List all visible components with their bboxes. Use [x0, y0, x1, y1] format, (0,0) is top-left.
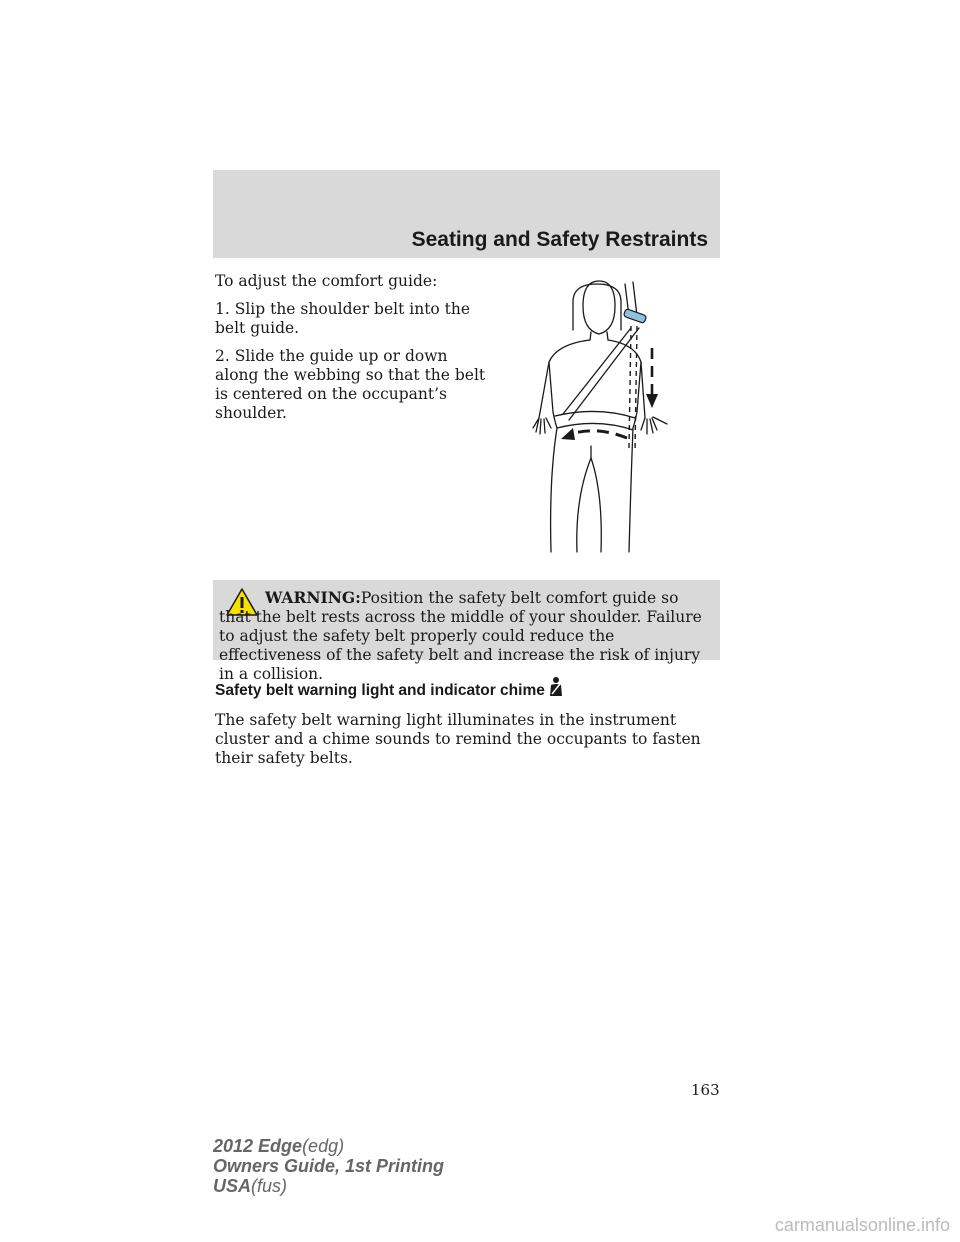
document-footer: [213, 1136, 444, 1196]
comfort-guide-illustration: [527, 278, 687, 558]
footer-market: USA: [213, 1176, 252, 1196]
footer-model-code: (edg): [302, 1136, 345, 1156]
section-header-band: [213, 170, 720, 258]
safety-belt-description: The safety belt warning light illuminates in the instrument cluster and a chime sounds to remind the occupants to fasten their safety belts.: [215, 711, 701, 767]
watermark: carmanualsonline.info: [774, 1215, 950, 1235]
page-number: 163: [691, 1081, 720, 1099]
warning-text: [219, 588, 711, 684]
warning-label: WARNING:: [265, 588, 361, 607]
warning-box: [213, 580, 720, 683]
footer-market-code: (fus): [251, 1176, 288, 1196]
step-1: 1. Slip the shoulder belt into the belt guide.: [215, 300, 471, 337]
intro-lead: To adjust the comfort guide:: [215, 272, 438, 290]
step-2: 2. Slide the guide up or down along the webbing so that the belt is centered on the occupant’s shoulder.: [215, 347, 486, 422]
safety-belt-heading: [215, 682, 564, 700]
footer-guide: Owners Guide, 1st Printing: [213, 1156, 445, 1176]
section-title: Seating and Safety Restraints: [411, 228, 708, 251]
warning-body: Position the safety belt comfort guide so that the belt rests across the middle of your shoulder. Failure to adjust the safety belt properly could reduce the effectiveness of the safety belt and increase the risk of injury in a collision.: [219, 589, 702, 683]
safety-belt-heading-text: Safety belt warning light and indicator chime: [215, 682, 545, 699]
intro-instructions: [215, 272, 490, 432]
seatbelt-warning-icon: [548, 676, 564, 698]
footer-model: 2012 Edge: [213, 1136, 303, 1156]
